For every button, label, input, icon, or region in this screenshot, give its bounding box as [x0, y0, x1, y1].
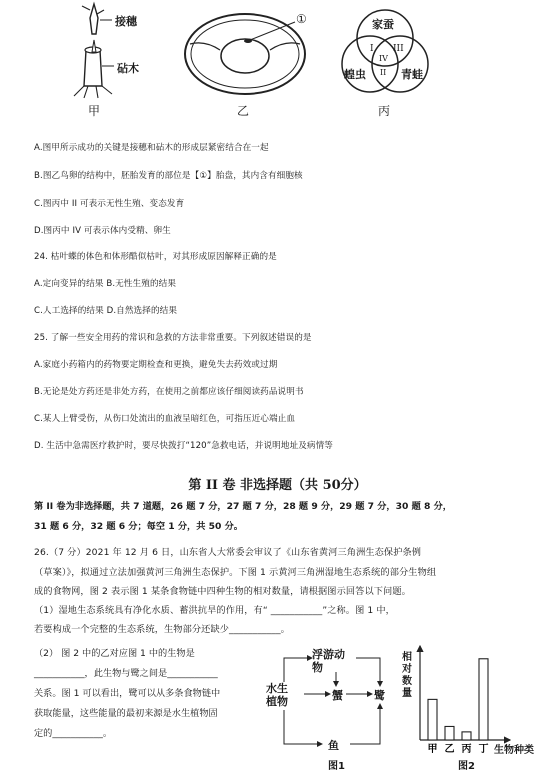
- figure-bing: [330, 4, 440, 120]
- q25-stem: 25. 了解一些安全用药的常识和急救的方法非常重要。下列叙述错误的是: [34, 333, 312, 343]
- relative-number-chart: [398, 640, 548, 772]
- figure-jia-label: 甲: [88, 104, 101, 118]
- bar-0: [428, 699, 437, 740]
- q24-stem: 24. 枯叶蝶的体色和体形酷似枯叶，对其形成原因解释正确的是: [34, 252, 277, 262]
- egg-marker: ①: [296, 12, 307, 26]
- q26-line1: 26.（7 分）2021 年 12 月 6 日，山东省人大常委会审议了《山东省黄河三角洲生态保护条例: [34, 547, 422, 558]
- figure-bing-label: 丙: [378, 104, 391, 118]
- q24-options-cd: C.人工选择的结果 D.自然选择的结果: [34, 306, 178, 316]
- q23-option-d: D.图丙中 IV 可表示体内受精、卵生: [34, 226, 171, 236]
- venn-region-1: I: [370, 44, 374, 54]
- q26-line5: 若要构成一个完整的生态系统，生物部分还缺少___________。: [34, 624, 290, 635]
- q23-option-c: C.图丙中 II 可表示无性生殖、变态发育: [34, 199, 185, 209]
- grafting-illustration: [60, 0, 160, 100]
- figure-jia: [60, 0, 160, 120]
- egg-illustration: [180, 4, 330, 104]
- q26-p2-line1: （2） 图 2 中的乙对应图 1 中的生物是: [34, 648, 195, 659]
- figure-yi: [180, 4, 330, 120]
- q24-options-ab: A.定向变异的结果 B.无性生殖的结果: [34, 279, 177, 289]
- node-fish: 鱼: [328, 739, 339, 752]
- venn-region-4: IV: [379, 54, 388, 63]
- venn-silkworm: 家蚕: [372, 18, 394, 31]
- q25-option-c: C.某人上臂受伤，从伤口处流出的血液呈暗红色，可指压近心端止血: [34, 414, 296, 424]
- category-label-0: 甲: [427, 744, 438, 755]
- category-label-3: 丁: [478, 744, 489, 755]
- q25-option-d: D. 生活中急需医疗救护时，要尽快拨打“120”急救电话，并说明地址及病情等: [34, 441, 334, 451]
- venn-frog: 青蛙: [401, 68, 423, 81]
- bar-2: [462, 732, 471, 740]
- figure2-caption: 图2: [458, 761, 475, 772]
- q26-line4: （1）湿地生态系统具有净化水质、蓄洪抗旱的作用，有“ ___________”之称。图 1 中，: [34, 605, 395, 616]
- q25-option-b: B.无论是处方药还是非处方药，在使用之前都应该仔细阅读药品说明书: [34, 387, 304, 397]
- q26-line2: （草案）》，拟通过立法加强黄河三角洲生态保护。下图 1 示黄河三角洲湿地生态系统的部分生物组: [34, 567, 437, 578]
- q23-option-a: A.图甲所示成功的关键是接穗和砧木的形成层紧密结合在一起: [34, 143, 269, 153]
- node-aquatic-plant: 水生植物: [266, 682, 288, 708]
- rootstock-label: 砧木: [117, 62, 139, 75]
- q23-option-b: B.图乙鸟卵的结构中，胚胎发育的部位是【①】胎盘，其内含有细胞核: [34, 171, 303, 181]
- node-zooplankton: 浮游动物: [312, 648, 345, 674]
- node-egret: 鹭: [374, 689, 385, 702]
- bar-3: [479, 659, 488, 740]
- figure1-caption: 图1: [328, 761, 345, 772]
- q26-p2-line2: ___________，此生物与鹭之间是___________: [34, 668, 218, 679]
- venn-region-3: III: [393, 44, 404, 54]
- q26-p2-line3: 关系。图 1 可以看出，鹭可以从多条食物链中: [34, 688, 221, 699]
- figure-yi-label: 乙: [237, 104, 250, 118]
- food-web-figure: [266, 640, 396, 772]
- y-axis-label: 相对数量: [402, 652, 412, 699]
- q26-part2: [34, 644, 264, 744]
- bar-1: [445, 726, 454, 740]
- q26-p2-line4: 获取能量，这些能量的最初来源是水生植物固: [34, 708, 218, 719]
- node-crab: 蟹: [332, 689, 343, 702]
- q26-line3: 成的食物网，图 2 表示图 1 某条食物链中四种生物的相对数量，请根据图示回答以下问题。: [34, 586, 411, 597]
- scion-label: 接穗: [115, 15, 137, 28]
- x-axis-label: 生物种类: [494, 745, 534, 756]
- q26-p2-line5: 定的___________。: [34, 728, 113, 739]
- category-label-2: 丙: [461, 744, 472, 755]
- q25-option-a: A.家庭小药箱内的药物要定期检查和更换，避免失去药效或过期: [34, 360, 278, 370]
- section-note-line2: 31 题 6 分，32 题 6 分；每空 1 分，共 50 分。: [34, 521, 243, 532]
- category-label-1: 乙: [444, 744, 455, 755]
- section-title: 第 II 卷 非选择题（共 50分）: [188, 478, 367, 493]
- venn-locust: 蝗虫: [344, 68, 366, 81]
- section-note-line1: 第 II 卷为非选择题，共 7 道题，26 题 7 分，27 题 7 分，28 题 9 分，29 题 7 分，30 题 8 分，: [34, 501, 452, 512]
- venn-region-2: II: [380, 68, 387, 77]
